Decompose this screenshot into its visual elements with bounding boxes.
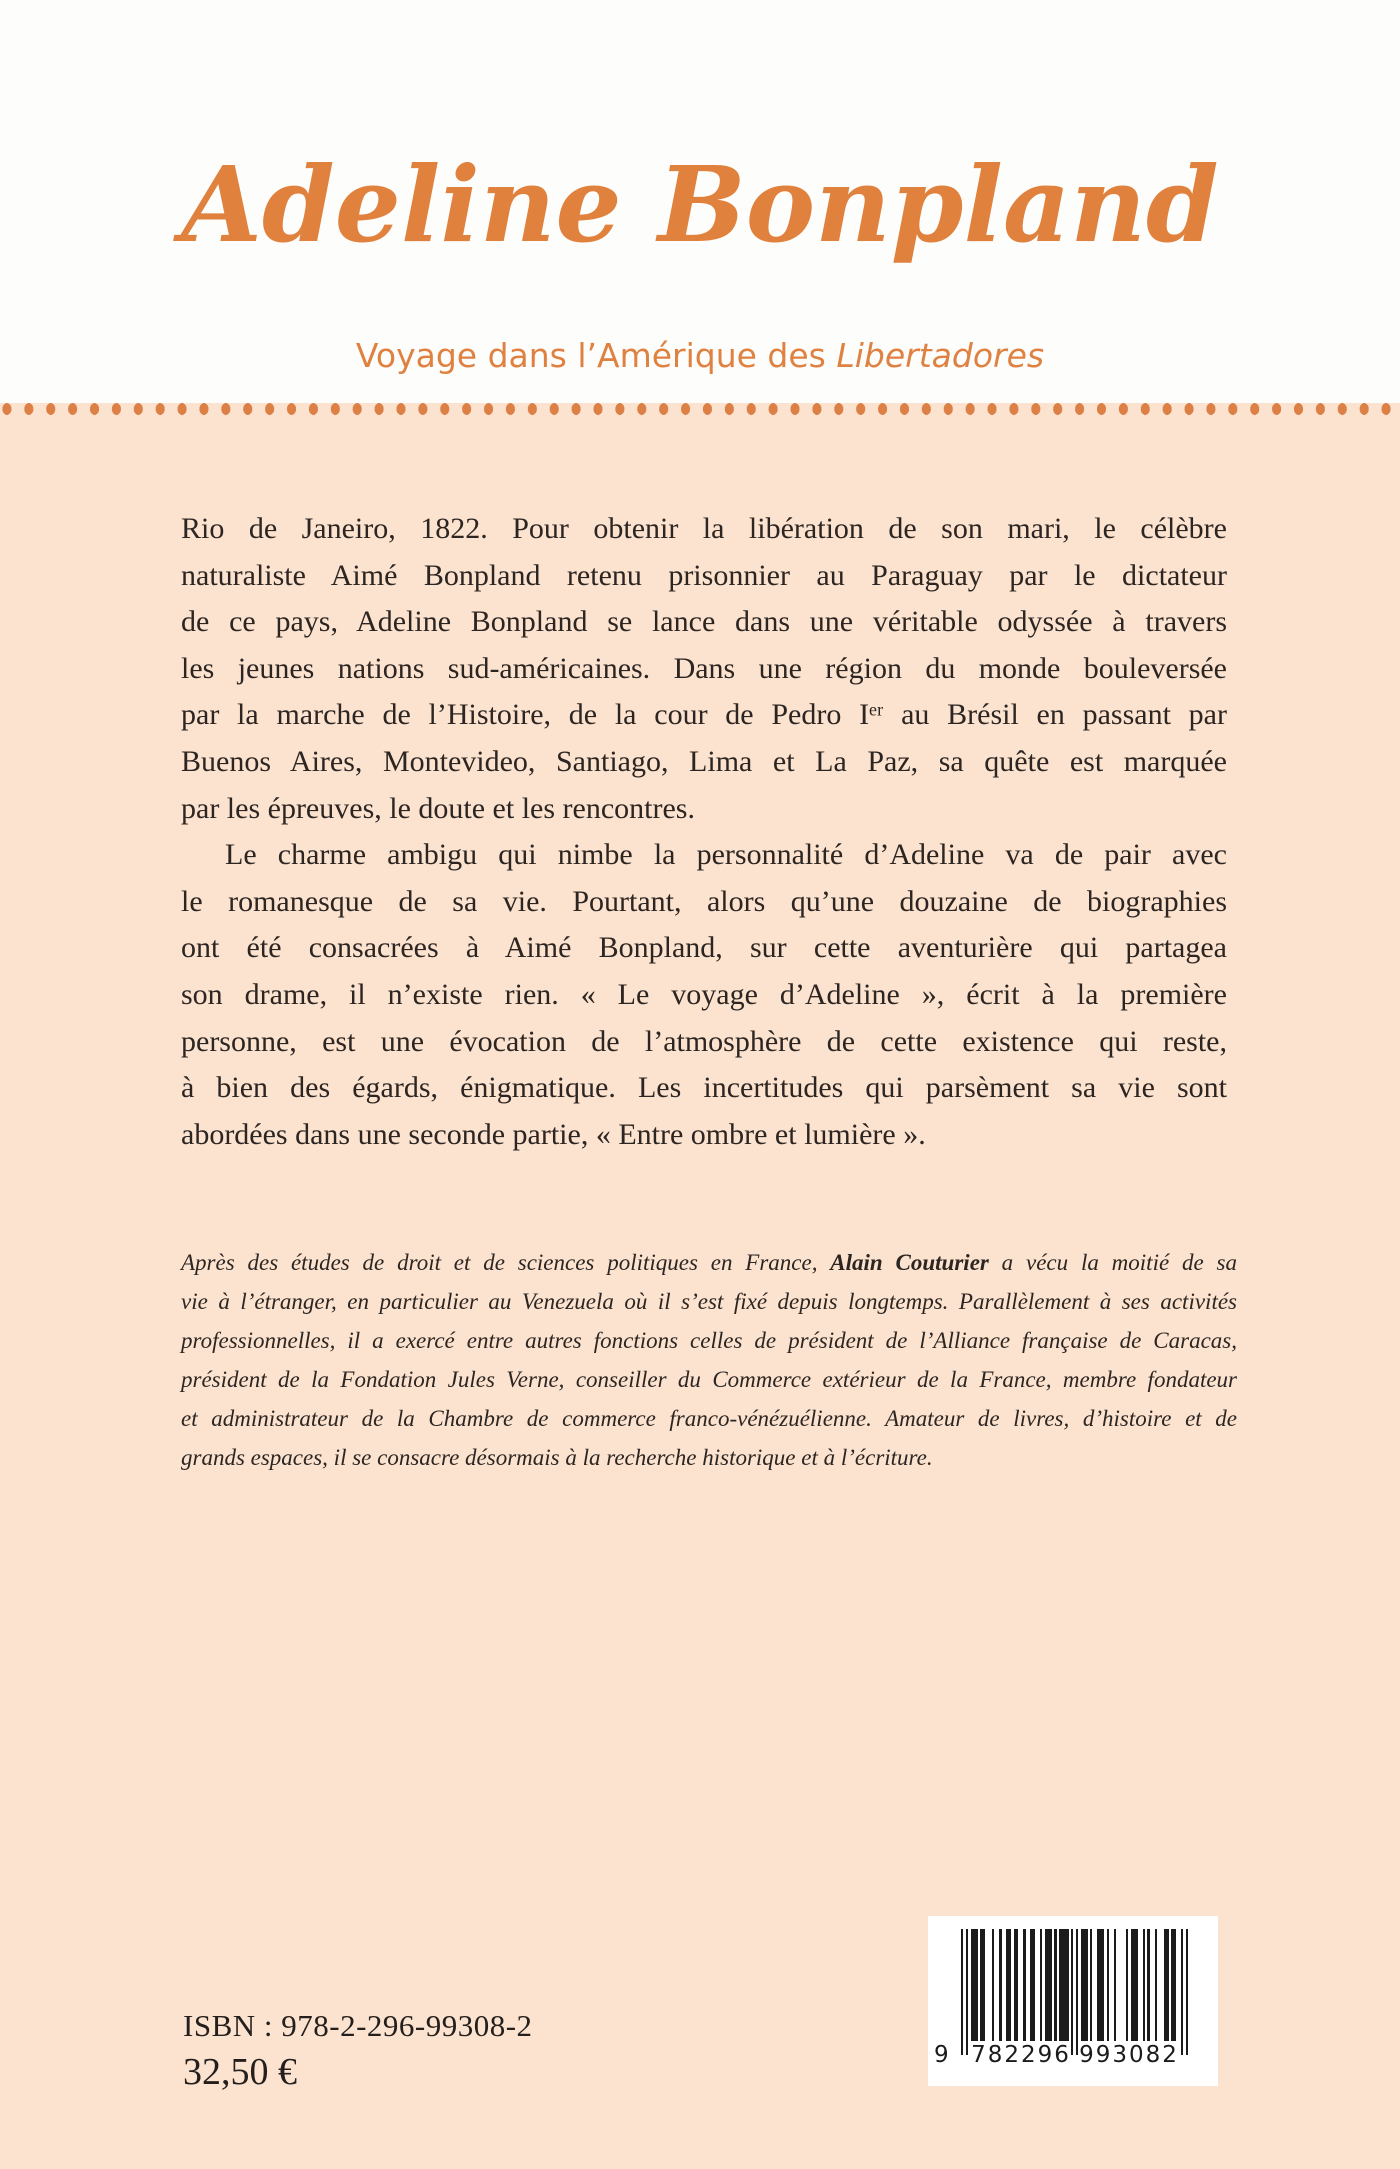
author-bio-text: [181, 1243, 1237, 1477]
barcode-first-digit: 9: [934, 2042, 949, 2068]
author-name: Alain Couturier: [830, 1250, 989, 1275]
barcode-bars: [961, 1929, 1188, 2055]
bio-segment: professionnelles, il a exercé entre autres fonctions celles de président de l’Alliance française de Caracas,: [181, 1328, 1237, 1353]
subtitle-italic-text: Libertadores: [836, 336, 1045, 375]
barcode-left-group: 782296: [971, 2042, 1071, 2068]
barcode-module: [1186, 1929, 1188, 2055]
price-text: 32,50 €: [183, 2051, 297, 2093]
barcode: [928, 1916, 1218, 2086]
synopsis-line: de ce pays, Adeline Bonpland se lance dans une véritable odyssée à travers: [181, 605, 1227, 639]
synopsis-line: Rio de Janeiro, 1822. Pour obtenir la libération de son mari, le célèbre: [181, 512, 1227, 545]
subtitle-text: Voyage dans l’Amérique des: [355, 336, 837, 375]
bio-segment: vie à l’étranger, en particulier au Venezuela où il s’est fixé depuis longtemps. Parallèlement à ses activités: [181, 1289, 1237, 1314]
book-title: Adeline Bonpland: [181, 143, 1219, 266]
header-band: [0, 0, 1400, 403]
synopsis-line: les jeunes nations sud-américaines. Dans une région du monde bouleversée: [181, 651, 1227, 685]
bio-segment: et administrateur de la Chambre de commerce franco-vénézuélienne. Amateur de livres, d’histoire et de: [181, 1406, 1237, 1431]
synopsis-text: [181, 506, 1227, 1158]
synopsis-line: par la marche de l’Histoire, de la cour de Pedro Iᵉʳ au Brésil en passant par: [181, 698, 1227, 732]
synopsis-line: personne, est une évocation de l’atmosphère de cette existence qui reste,: [181, 1024, 1227, 1058]
barcode-right-group: 993082: [1079, 2042, 1179, 2068]
bio-line: [181, 1438, 1237, 1477]
synopsis-line: naturaliste Aimé Bonpland retenu prisonnier au Paraguay par le dictateur: [181, 558, 1227, 592]
bio-line: [181, 1360, 1237, 1399]
synopsis-line: à bien des égards, énigmatique. Les incertitudes qui parsèment sa vie sont: [181, 1071, 1227, 1105]
bio-segment: a vécu la moitié de sa: [988, 1250, 1237, 1275]
synopsis-line: le romanesque de sa vie. Pourtant, alors qu’une douzaine de biographies: [181, 884, 1227, 918]
synopsis-line: son drame, il n’existe rien. « Le voyage d’Adeline », écrit à la première: [181, 977, 1227, 1011]
bio-line: [181, 1321, 1237, 1360]
synopsis-line: abordées dans une seconde partie, « Entre ombre et lumière ».: [181, 1117, 926, 1151]
bio-line: [181, 1243, 1237, 1282]
dotted-divider: [0, 400, 1400, 418]
synopsis-line: ont été consacrées à Aimé Bonpland, sur cette aventurière qui partagea: [181, 931, 1227, 965]
bio-line: [181, 1282, 1237, 1321]
synopsis-line: Buenos Aires, Montevideo, Santiago, Lima et La Paz, sa quête est marquée: [181, 744, 1227, 778]
book-subtitle: [0, 336, 1400, 375]
bio-segment: grands espaces, il se consacre désormais à la recherche historique et à l’écriture.: [181, 1445, 933, 1470]
synopsis-line: par les épreuves, le doute et les rencontres.: [181, 791, 695, 825]
bio-segment: Après des études de droit et de sciences politiques en France,: [181, 1250, 831, 1275]
synopsis-line: Le charme ambigu qui nimbe la personnalité d’Adeline va de pair avec: [225, 838, 1227, 872]
bio-segment: président de la Fondation Jules Verne, conseiller du Commerce extérieur de la France, membre fondateur: [181, 1367, 1237, 1392]
isbn-text: ISBN : 978-2-296-99308-2: [183, 2008, 533, 2043]
barcode-digits: [928, 2042, 1218, 2072]
bio-line: [181, 1399, 1237, 1438]
